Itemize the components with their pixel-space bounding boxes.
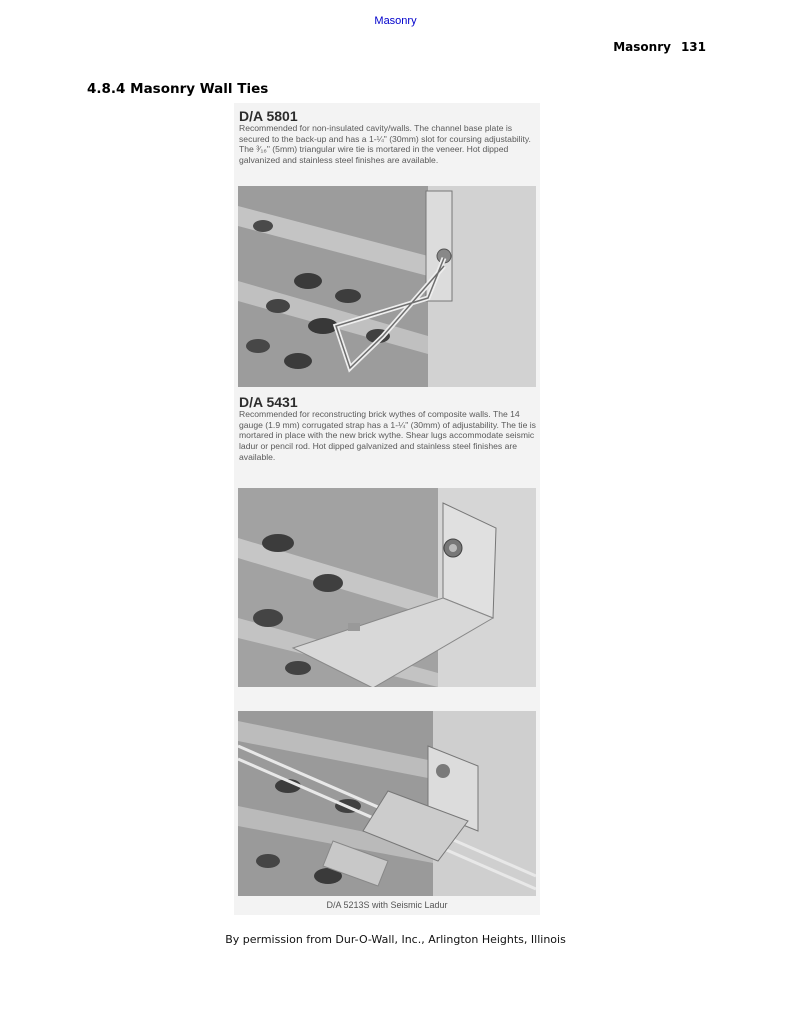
product-3-photo bbox=[238, 711, 536, 896]
figure-caption: D/A 5213S with Seismic Ladur bbox=[326, 900, 448, 910]
product-2-code: D/A 5431 bbox=[239, 394, 298, 410]
product-2-photo bbox=[238, 488, 536, 687]
running-title: Masonry bbox=[613, 40, 671, 54]
product-1-photo bbox=[238, 186, 536, 387]
product-1-description: Recommended for non-insulated cavity/walls. The channel base plate is secured to the back-up and has a 1-¼" (30mm) slot for coursing adjustability. The ³⁄₁₆" (5mm) triangular wire tie is mortared in the veneer. Hot dipped galvanized and stainless steel finishes are available. bbox=[239, 123, 531, 166]
masonry-top-link[interactable]: Masonry bbox=[374, 15, 417, 27]
page-number: 131 bbox=[680, 40, 706, 54]
credit-line: By permission from Dur-O-Wall, Inc., Arlington Heights, Illinois bbox=[225, 933, 566, 946]
product-2-description: Recommended for reconstructing brick wythes of composite walls. The 14 gauge (1.9 mm) corrugated strap has a 1-¼" (30mm) of adjustability. The tie is mortared in place with the new brick wythe. Shear lugs accommodate seismic ladur or pencil rod. Hot dipped galvanized and stainless steel finishes are available. bbox=[239, 409, 536, 462]
scanned-catalog-figure bbox=[234, 103, 540, 915]
section-title: 4.8.4 Masonry Wall Ties bbox=[87, 81, 269, 97]
running-header bbox=[613, 40, 706, 54]
product-1-code: D/A 5801 bbox=[239, 108, 298, 124]
